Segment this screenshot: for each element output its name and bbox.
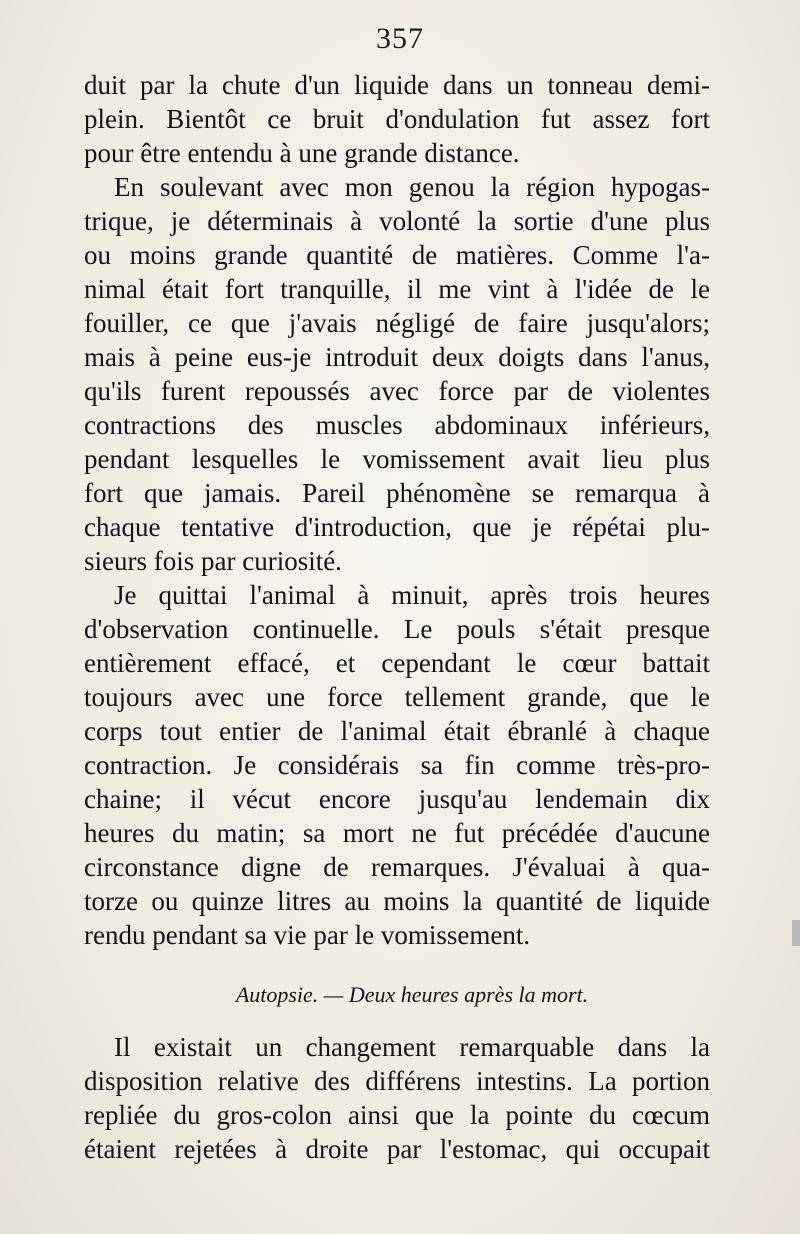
body-text (84, 68, 710, 1166)
text-line: duit par la chute d'un liquide dans un tonneau demi- (84, 70, 710, 100)
text-line: ou moins grande quantité de matières. Comme l'a- (84, 240, 710, 270)
text-line: nimal était fort tranquille, il me vint à l'idée de le (84, 274, 710, 304)
text-line: corps tout entier de l'animal était ébranlé à chaque (84, 716, 710, 746)
text-line: toujours avec une force tellement grande, que le (84, 682, 710, 712)
text-line: d'observation continuelle. Le pouls s'était presque (84, 614, 710, 644)
text-line: chaine; il vécut encore jusqu'au lendemain dix (84, 784, 710, 814)
text-line: plein. Bientôt ce bruit d'ondulation fut assez fort (84, 104, 710, 134)
text-line: torze ou quinze litres au moins la quantité de liquide (84, 886, 710, 916)
text-line: qu'ils furent repoussés avec force par de violentes (84, 376, 710, 406)
paragraph (84, 170, 710, 578)
text-line: Je quittai l'animal à minuit, après trois heures (114, 580, 710, 610)
text-line: chaque tentative d'introduction, que je répétai plu- (84, 512, 710, 542)
text-line: pour être entendu à une grande distance. (84, 138, 520, 168)
paragraph (84, 1030, 710, 1166)
text-line: heures du matin; sa mort ne fut précédée d'aucune (84, 818, 710, 848)
page-number: 357 (376, 22, 424, 55)
text-line: En soulevant avec mon genou la région hypogas- (114, 172, 710, 202)
text-line: rendu pendant sa vie par le vomissement. (84, 920, 531, 950)
text-line: repliée du gros-colon ainsi que la pointe du cœcum (84, 1100, 710, 1130)
text-line: sieurs fois par curiosité. (84, 546, 342, 576)
text-line: fort que jamais. Pareil phénomène se remarqua à (84, 478, 710, 508)
paragraph (84, 578, 710, 952)
text-line: contraction. Je considérais sa fin comme très-pro- (84, 750, 710, 780)
text-line: mais à peine eus-je introduit deux doigts dans l'anus, (84, 342, 710, 372)
text-line: Il existait un changement remarquable dans la (114, 1032, 710, 1062)
text-line: fouiller, ce que j'avais négligé de faire jusqu'alors; (84, 308, 710, 338)
text-line: entièrement effacé, et cependant le cœur battait (84, 648, 710, 678)
paragraph (84, 68, 710, 170)
text-line: trique, je déterminais à volonté la sortie d'une plus (84, 206, 710, 236)
text-line: contractions des muscles abdominaux inférieurs, (84, 410, 710, 440)
section-caption: Autopsie. — Deux heures après la mort. (235, 982, 589, 1007)
page-edge-mark (792, 920, 800, 946)
text-line: pendant lesquelles le vomissement avait lieu plus (84, 444, 710, 474)
text-line: disposition relative des différens intestins. La portion (84, 1066, 710, 1096)
text-line: circonstance digne de remarques. J'évaluai à qua- (84, 852, 710, 882)
text-line: étaient rejetées à droite par l'estomac, qui occupait (84, 1134, 710, 1164)
